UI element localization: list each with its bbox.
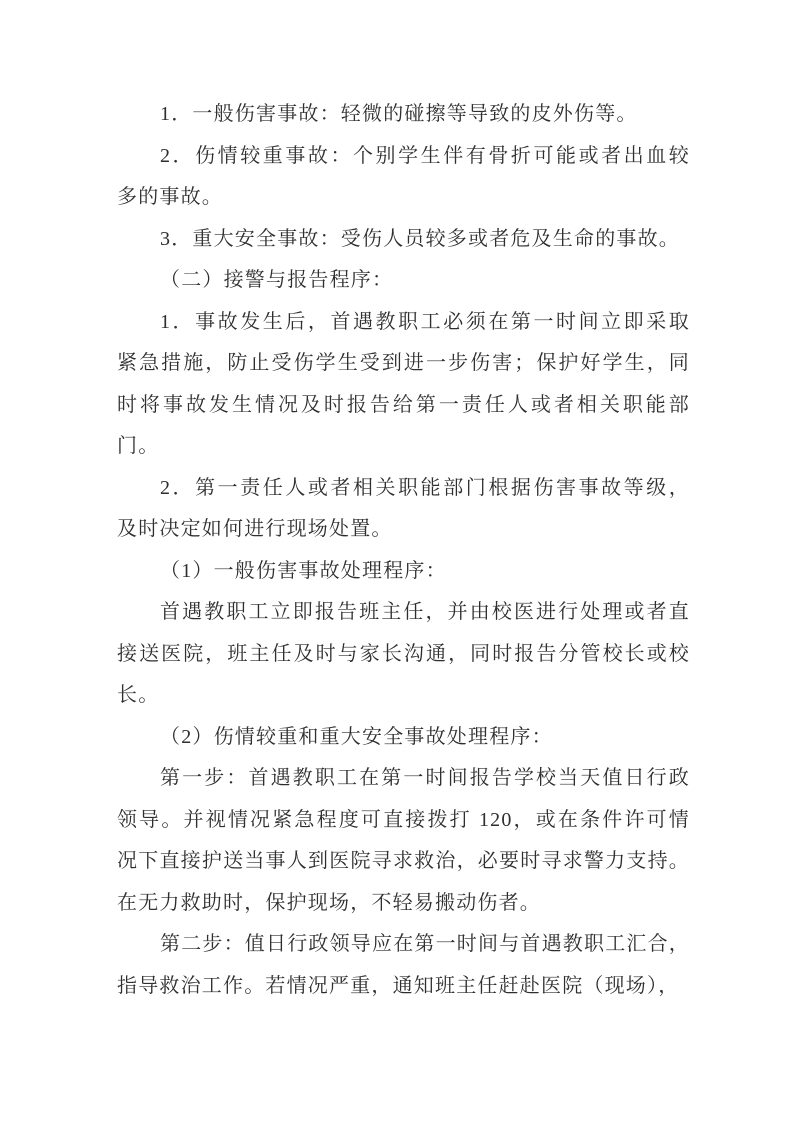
text-line: 在无力救助时，保护现场，不轻易搬动伤者。	[117, 891, 541, 914]
text-line: 指导救治工作。若情况严重，通知班主任赶赴医院（现场），	[117, 974, 680, 997]
text-line: 1．事故发生后，首遇教职工必须在第一时间立即采取	[160, 310, 690, 333]
text-line: 多的事故。	[117, 186, 223, 208]
text-line: （二）接警与报告程序：	[160, 269, 394, 291]
text-line: 3．重大安全事故：受伤人员较多或者危及生命的事故。	[160, 227, 680, 250]
document-body	[117, 94, 690, 1007]
text-line: 紧急措施，防止受伤学生受到进一步伤害；保护好学生，同	[117, 352, 690, 374]
text-line: 况下直接护送当事人到医院寻求救治，必要时寻求警力支持。	[117, 850, 690, 872]
text-line: 接送医院，班主任及时与家长沟通，同时报告分管校长或校	[117, 642, 690, 665]
text-line: 2．伤情较重事故：个别学生伴有骨折可能或者出血较	[160, 144, 690, 167]
text-line: 2．第一责任人或者相关职能部门根据伤害事故等级，	[160, 476, 690, 499]
text-line: 长。	[117, 684, 160, 706]
text-line: 首遇教职工立即报告班主任，并由校医进行处理或者直	[160, 601, 690, 623]
text-line: 第二步：值日行政领导应在第一时间与首遇教职工汇合，	[160, 933, 690, 955]
text-line: （1）一般伤害事故处理程序：	[160, 559, 447, 582]
text-line: 时将事故发生情况及时报告给第一责任人或者相关职能部	[117, 393, 690, 416]
text-line: （2）伤情较重和重大安全事故处理程序：	[160, 725, 553, 748]
text-line: 门。	[117, 435, 160, 457]
text-line: 1．一般伤害事故：轻微的碰擦等导致的皮外伤等。	[160, 103, 638, 125]
text-line: 及时决定如何进行现场处置。	[117, 518, 393, 540]
text-line: 领导。并视情况紧急程度可直接拨打 120，或在条件许可情	[117, 808, 690, 831]
text-line: 第一步：首遇教职工在第一时间报告学校当天值日行政	[160, 767, 690, 789]
